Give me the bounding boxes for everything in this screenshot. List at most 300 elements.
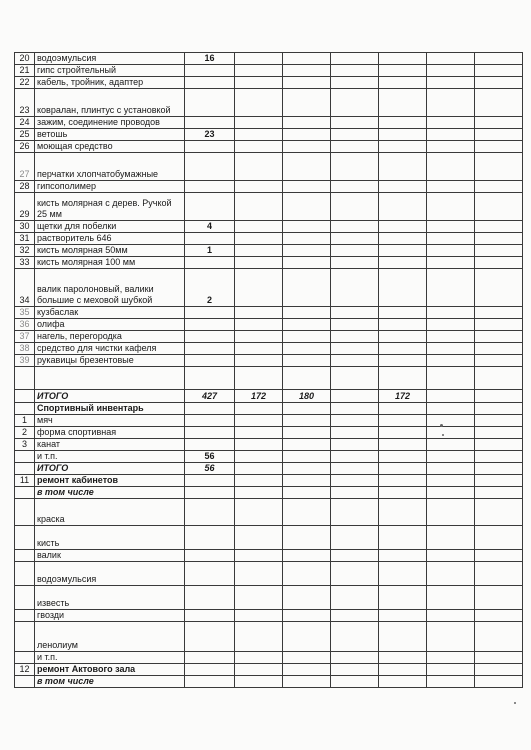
table-row xyxy=(15,526,523,550)
empty-cell xyxy=(427,487,475,499)
empty-cell xyxy=(379,403,427,415)
table-row xyxy=(15,367,523,390)
empty-cell xyxy=(475,610,523,622)
empty-cell xyxy=(427,319,475,331)
empty-cell xyxy=(331,463,379,475)
quantity-cell: 23 xyxy=(185,129,235,141)
empty-cell xyxy=(379,257,427,269)
empty-cell xyxy=(379,319,427,331)
item-name: гипс стройтельный xyxy=(35,65,185,77)
item-name: водоэмульсия xyxy=(35,562,185,586)
empty-cell xyxy=(235,269,283,307)
empty-cell xyxy=(475,622,523,652)
empty-cell xyxy=(283,193,331,221)
empty-cell xyxy=(475,181,523,193)
empty-cell xyxy=(379,193,427,221)
empty-cell xyxy=(235,499,283,526)
empty-cell xyxy=(427,403,475,415)
empty-cell xyxy=(15,367,35,390)
empty-cell xyxy=(427,676,475,688)
empty-cell xyxy=(427,652,475,664)
empty-cell xyxy=(235,439,283,451)
empty-cell xyxy=(283,269,331,307)
row-number: 34 xyxy=(15,269,35,307)
table-row xyxy=(15,53,523,65)
empty-cell xyxy=(379,562,427,586)
section-title: ремонт Актового зала xyxy=(35,664,185,676)
empty-cell xyxy=(235,427,283,439)
subsection-label: в том числе xyxy=(35,487,185,499)
empty-cell xyxy=(283,610,331,622)
empty-cell xyxy=(283,562,331,586)
quantity-cell xyxy=(185,415,235,427)
item-name: олифа xyxy=(35,319,185,331)
table-row xyxy=(15,153,523,181)
empty-cell xyxy=(475,367,523,390)
item-name: кабель, тройник, адаптер xyxy=(35,77,185,89)
empty-cell xyxy=(15,403,35,415)
quantity-cell xyxy=(185,141,235,153)
empty-cell xyxy=(331,129,379,141)
quantity-cell: 56 xyxy=(185,451,235,463)
item-name: кисть xyxy=(35,526,185,550)
item-name: растворитель 646 xyxy=(35,233,185,245)
empty-cell xyxy=(379,129,427,141)
table-row xyxy=(15,221,523,233)
item-name: канат xyxy=(35,439,185,451)
empty-cell xyxy=(235,89,283,117)
quantity-cell xyxy=(185,343,235,355)
empty-cell xyxy=(379,610,427,622)
total-value: 172 xyxy=(235,390,283,403)
empty-cell xyxy=(475,319,523,331)
item-name: моющая средство xyxy=(35,141,185,153)
empty-cell xyxy=(235,487,283,499)
empty-cell xyxy=(427,475,475,487)
empty-cell xyxy=(331,181,379,193)
empty-cell xyxy=(235,403,283,415)
total-value: 180 xyxy=(283,390,331,403)
empty-cell xyxy=(283,676,331,688)
empty-cell xyxy=(283,307,331,319)
empty-cell xyxy=(185,676,235,688)
empty-cell xyxy=(427,355,475,367)
empty-cell xyxy=(379,181,427,193)
item-name: краска xyxy=(35,499,185,526)
empty-cell xyxy=(427,307,475,319)
empty-cell xyxy=(283,153,331,181)
empty-cell xyxy=(427,463,475,475)
table-row xyxy=(15,475,523,487)
row-number: 11 xyxy=(15,475,35,487)
empty-cell xyxy=(235,77,283,89)
empty-cell xyxy=(283,475,331,487)
empty-cell xyxy=(379,245,427,257)
row-number: 35 xyxy=(15,307,35,319)
empty-cell xyxy=(283,89,331,117)
empty-cell xyxy=(283,415,331,427)
empty-cell xyxy=(331,676,379,688)
item-name: водоэмульсия xyxy=(35,53,185,65)
empty-cell xyxy=(379,117,427,129)
empty-cell xyxy=(235,415,283,427)
empty-cell xyxy=(379,550,427,562)
empty-cell xyxy=(235,65,283,77)
row-number xyxy=(15,451,35,463)
item-name: кисть молярная 100 мм xyxy=(35,257,185,269)
table-row xyxy=(15,664,523,676)
empty-cell xyxy=(283,245,331,257)
empty-cell xyxy=(331,355,379,367)
empty-cell xyxy=(235,367,283,390)
table-row xyxy=(15,181,523,193)
table-row xyxy=(15,403,523,415)
empty-cell xyxy=(331,526,379,550)
empty-cell xyxy=(235,117,283,129)
empty-cell xyxy=(475,129,523,141)
empty-cell xyxy=(283,499,331,526)
empty-cell xyxy=(15,550,35,562)
item-name: зажим, соединение проводов xyxy=(35,117,185,129)
empty-cell xyxy=(427,65,475,77)
empty-cell xyxy=(331,451,379,463)
scan-dot xyxy=(442,434,444,436)
empty-cell xyxy=(15,610,35,622)
quantity-cell xyxy=(185,89,235,117)
quantity-cell xyxy=(185,233,235,245)
empty-cell xyxy=(331,427,379,439)
table-row xyxy=(15,562,523,586)
empty-cell xyxy=(283,586,331,610)
empty-cell xyxy=(379,269,427,307)
table-row xyxy=(15,269,523,307)
empty-cell xyxy=(235,622,283,652)
row-number: 26 xyxy=(15,141,35,153)
empty-cell xyxy=(185,586,235,610)
empty-cell xyxy=(475,233,523,245)
empty-cell xyxy=(283,343,331,355)
empty-cell xyxy=(331,343,379,355)
empty-cell xyxy=(283,451,331,463)
empty-cell xyxy=(475,463,523,475)
table-row xyxy=(15,89,523,117)
empty-cell xyxy=(427,181,475,193)
empty-cell xyxy=(475,562,523,586)
row-number: 38 xyxy=(15,343,35,355)
empty-cell xyxy=(283,331,331,343)
empty-cell xyxy=(379,664,427,676)
empty-cell xyxy=(185,403,235,415)
empty-cell xyxy=(475,415,523,427)
item-name: кисть молярная 50мм xyxy=(35,245,185,257)
empty-cell xyxy=(379,475,427,487)
empty-cell xyxy=(427,89,475,117)
empty-cell xyxy=(331,245,379,257)
empty-cell xyxy=(235,233,283,245)
empty-cell xyxy=(235,562,283,586)
empty-cell xyxy=(235,463,283,475)
empty-cell xyxy=(379,367,427,390)
empty-cell xyxy=(283,181,331,193)
item-name: известь xyxy=(35,586,185,610)
empty-cell xyxy=(283,550,331,562)
empty-cell xyxy=(379,343,427,355)
empty-cell xyxy=(283,622,331,652)
empty-cell xyxy=(283,141,331,153)
empty-cell xyxy=(379,77,427,89)
quantity-cell xyxy=(185,331,235,343)
empty-cell xyxy=(475,221,523,233)
empty-cell xyxy=(379,415,427,427)
empty-cell xyxy=(475,245,523,257)
empty-cell xyxy=(475,526,523,550)
empty-cell xyxy=(331,141,379,153)
total-label: ИТОГО xyxy=(35,390,185,403)
empty-cell xyxy=(379,233,427,245)
empty-cell xyxy=(15,652,35,664)
row-number: 25 xyxy=(15,129,35,141)
empty-cell xyxy=(235,181,283,193)
empty-cell xyxy=(475,331,523,343)
empty-cell xyxy=(235,307,283,319)
row-number: 24 xyxy=(15,117,35,129)
empty-cell xyxy=(475,475,523,487)
item-name: и т.п. xyxy=(35,652,185,664)
item-name: средство для чистки кафеля xyxy=(35,343,185,355)
empty-cell xyxy=(427,53,475,65)
empty-cell xyxy=(283,463,331,475)
table-row xyxy=(15,307,523,319)
empty-cell xyxy=(427,664,475,676)
table-row xyxy=(15,586,523,610)
quantity-cell xyxy=(185,117,235,129)
empty-cell xyxy=(427,193,475,221)
empty-cell xyxy=(235,331,283,343)
empty-cell xyxy=(283,439,331,451)
section-title: ремонт кабинетов xyxy=(35,475,185,487)
empty-cell xyxy=(331,390,379,403)
empty-cell xyxy=(235,664,283,676)
empty-cell xyxy=(427,427,475,439)
row-number: 37 xyxy=(15,331,35,343)
empty-cell xyxy=(283,53,331,65)
table-row xyxy=(15,499,523,526)
empty-cell xyxy=(475,390,523,403)
subsection-label: в том числе xyxy=(35,676,185,688)
scan-dot xyxy=(514,702,516,704)
empty-cell xyxy=(331,367,379,390)
item-name: кисть молярная с дерев. Ручкой 25 мм xyxy=(35,193,185,221)
empty-cell xyxy=(427,129,475,141)
empty-cell xyxy=(379,221,427,233)
empty-cell xyxy=(331,562,379,586)
item-name: гвозди xyxy=(35,610,185,622)
empty-cell xyxy=(331,221,379,233)
empty-cell xyxy=(475,586,523,610)
row-number: 20 xyxy=(15,53,35,65)
empty-cell xyxy=(235,141,283,153)
empty-cell xyxy=(283,117,331,129)
total-value: 172 xyxy=(379,390,427,403)
empty-cell xyxy=(235,652,283,664)
quantity-cell xyxy=(185,307,235,319)
empty-cell xyxy=(475,652,523,664)
table-row xyxy=(15,487,523,499)
empty-cell xyxy=(427,451,475,463)
empty-cell xyxy=(379,487,427,499)
empty-cell xyxy=(379,355,427,367)
item-name: ковралан, плинтус с установкой xyxy=(35,89,185,117)
empty-cell xyxy=(185,562,235,586)
empty-cell xyxy=(185,499,235,526)
empty-cell xyxy=(235,451,283,463)
row-number: 3 xyxy=(15,439,35,451)
table-row xyxy=(15,77,523,89)
row-number: 22 xyxy=(15,77,35,89)
empty-cell xyxy=(185,610,235,622)
empty-cell xyxy=(475,141,523,153)
table-row xyxy=(15,343,523,355)
empty-cell xyxy=(15,586,35,610)
empty-cell xyxy=(331,117,379,129)
empty-cell xyxy=(475,664,523,676)
empty-cell xyxy=(283,355,331,367)
quantity-cell xyxy=(185,439,235,451)
empty-cell xyxy=(331,233,379,245)
empty-cell xyxy=(379,676,427,688)
empty-cell xyxy=(379,153,427,181)
table-row xyxy=(15,463,523,475)
empty-cell xyxy=(475,343,523,355)
empty-cell xyxy=(235,257,283,269)
item-name: валик xyxy=(35,550,185,562)
row-number: 1 xyxy=(15,415,35,427)
row-number: 39 xyxy=(15,355,35,367)
empty-cell xyxy=(331,439,379,451)
empty-cell xyxy=(475,53,523,65)
empty-cell xyxy=(283,526,331,550)
row-number: 28 xyxy=(15,181,35,193)
empty-cell xyxy=(379,451,427,463)
empty-cell xyxy=(331,664,379,676)
table-row xyxy=(15,245,523,257)
empty-cell xyxy=(475,269,523,307)
table-row xyxy=(15,550,523,562)
table-row xyxy=(15,676,523,688)
empty-cell xyxy=(475,355,523,367)
empty-cell xyxy=(427,526,475,550)
empty-cell xyxy=(379,307,427,319)
quantity-cell xyxy=(185,77,235,89)
empty-cell xyxy=(283,233,331,245)
empty-cell xyxy=(235,245,283,257)
empty-cell xyxy=(379,499,427,526)
empty-cell xyxy=(235,610,283,622)
quantity-cell xyxy=(185,65,235,77)
empty-cell xyxy=(475,499,523,526)
table-row xyxy=(15,319,523,331)
item-name: валик паролоновый, валики большие с меховой шубкой xyxy=(35,269,185,307)
row-number: 29 xyxy=(15,193,35,221)
empty-cell xyxy=(283,664,331,676)
empty-cell xyxy=(283,77,331,89)
table-row xyxy=(15,257,523,269)
empty-cell xyxy=(475,307,523,319)
row-number: 30 xyxy=(15,221,35,233)
empty-cell xyxy=(475,451,523,463)
empty-cell xyxy=(331,403,379,415)
empty-cell xyxy=(283,652,331,664)
empty-cell xyxy=(331,153,379,181)
empty-cell xyxy=(475,77,523,89)
empty-cell xyxy=(15,622,35,652)
empty-cell xyxy=(379,141,427,153)
empty-cell xyxy=(427,257,475,269)
empty-cell xyxy=(475,193,523,221)
empty-cell xyxy=(475,65,523,77)
inventory-table xyxy=(14,52,523,688)
empty-cell xyxy=(427,269,475,307)
empty-cell xyxy=(475,117,523,129)
scan-dot xyxy=(440,424,443,427)
empty-cell xyxy=(331,53,379,65)
empty-cell xyxy=(331,475,379,487)
empty-cell xyxy=(475,427,523,439)
empty-cell xyxy=(235,475,283,487)
empty-cell xyxy=(15,526,35,550)
total-value: 427 xyxy=(185,390,235,403)
empty-cell xyxy=(235,53,283,65)
empty-cell xyxy=(235,586,283,610)
empty-cell xyxy=(185,664,235,676)
total-value: 56 xyxy=(185,463,235,475)
item-name: рукавицы брезентовые xyxy=(35,355,185,367)
empty-cell xyxy=(331,257,379,269)
quantity-cell xyxy=(185,319,235,331)
item-name: мяч xyxy=(35,415,185,427)
empty-cell xyxy=(427,245,475,257)
empty-cell xyxy=(427,562,475,586)
empty-cell xyxy=(379,89,427,117)
empty-cell xyxy=(235,221,283,233)
empty-cell xyxy=(331,331,379,343)
empty-cell xyxy=(235,550,283,562)
empty-cell xyxy=(427,117,475,129)
empty-cell xyxy=(427,610,475,622)
item-name: перчатки хлопчатобумажные xyxy=(35,153,185,181)
row-number: 27 xyxy=(15,153,35,181)
quantity-cell xyxy=(185,193,235,221)
item-name: нагель, перегородка xyxy=(35,331,185,343)
quantity-cell: 4 xyxy=(185,221,235,233)
empty-cell xyxy=(331,610,379,622)
empty-cell xyxy=(427,550,475,562)
section-header: Спортивный инвентарь xyxy=(35,403,185,415)
quantity-cell: 16 xyxy=(185,53,235,65)
empty-cell xyxy=(427,622,475,652)
table-row xyxy=(15,427,523,439)
quantity-cell: 2 xyxy=(185,269,235,307)
empty-cell xyxy=(283,403,331,415)
empty-cell xyxy=(379,331,427,343)
empty-cell xyxy=(379,65,427,77)
empty-cell xyxy=(331,65,379,77)
empty-cell xyxy=(427,221,475,233)
item-name: кузбаслак xyxy=(35,307,185,319)
table-row xyxy=(15,451,523,463)
empty-cell xyxy=(185,487,235,499)
empty-cell xyxy=(427,439,475,451)
